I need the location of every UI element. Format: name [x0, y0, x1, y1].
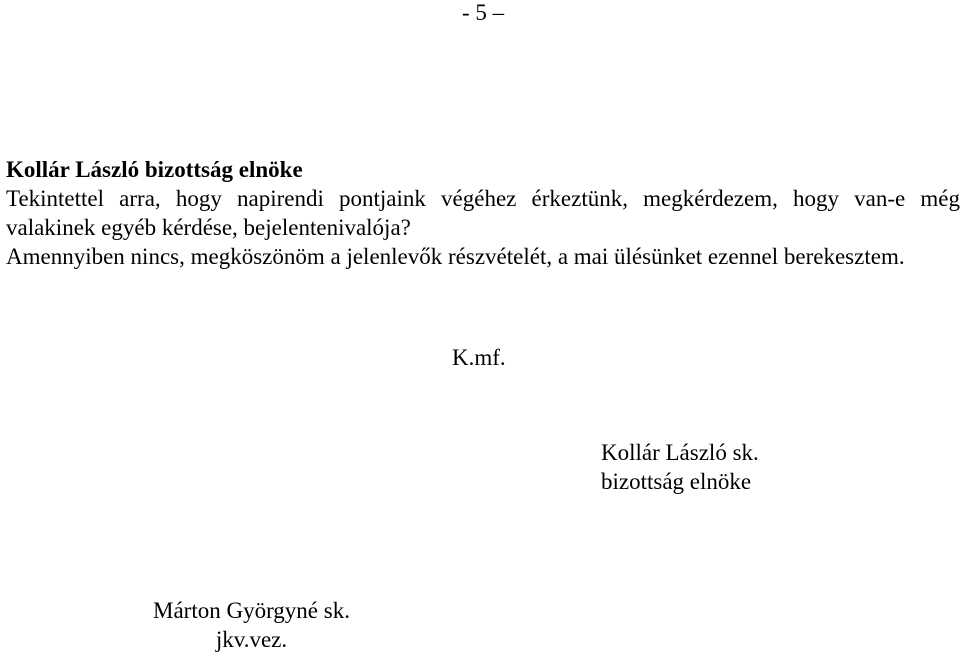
paragraph: Amennyiben nincs, megköszönöm a jelenlevők részvételét, a mai ülésünket ezennel berekesztem. [6, 244, 905, 269]
recorder-signature-title: jkv.vez. [215, 627, 288, 652]
chair-signature-block [601, 438, 759, 496]
paragraph: Tekintettel arra, hogy napirendi pontjaink végéhez érkeztünk, megkérdezem, hogy van-e még valakinek egyéb kérdése, bejelentenivalója? [6, 186, 960, 240]
recorder-signature-block [153, 596, 350, 654]
speaker-heading: Kollár László bizottság elnöke [6, 157, 303, 182]
chair-signature-title: bizottság elnöke [601, 469, 752, 494]
page-number: - 5 – [462, 0, 505, 25]
chair-signature-name: Kollár László sk. [601, 440, 759, 465]
document-body [6, 155, 960, 271]
closing-mark: K.mf. [452, 345, 506, 370]
recorder-signature-name: Márton Györgyné sk. [153, 598, 350, 623]
